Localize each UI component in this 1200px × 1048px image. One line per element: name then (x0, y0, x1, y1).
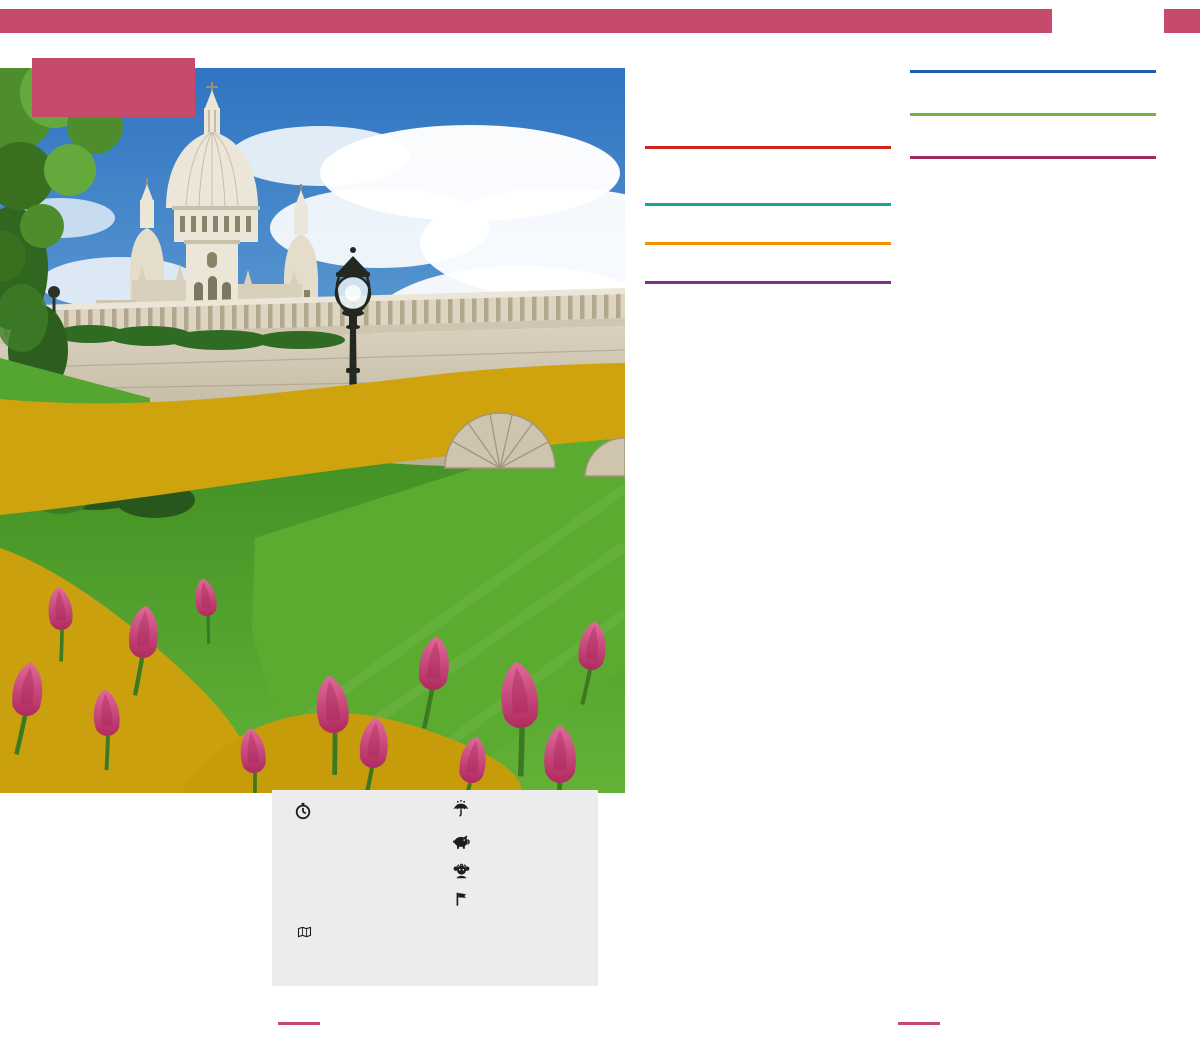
legend-row (292, 802, 341, 820)
promo-block (36, 798, 268, 916)
chapter-rule-sightseeing (645, 146, 891, 149)
photo-sacre-coeur (0, 68, 625, 793)
top-bar-right (1164, 9, 1200, 33)
symbol-legend (272, 790, 598, 986)
umbrella-icon (450, 800, 472, 818)
legend-row (450, 862, 480, 880)
section-rule-erlebnis (910, 113, 1156, 116)
legend-row (450, 800, 480, 818)
legend-row (450, 890, 480, 908)
section-rule-wissen (910, 156, 1156, 159)
qr-code (105, 807, 199, 901)
legend-note (294, 926, 318, 938)
toc-middle-column (645, 80, 910, 296)
photo-illustration (0, 68, 625, 793)
map-icon (297, 926, 312, 938)
top-bar-left (0, 9, 1052, 33)
chapter-rule-ausgehen (645, 281, 891, 284)
timer-icon (292, 802, 314, 820)
footer-rule-right (898, 1022, 940, 1025)
toc-right-column (910, 70, 1168, 173)
footer-rule-left (278, 1022, 320, 1025)
flag-icon (450, 890, 472, 908)
chapter-rule-shoppen (645, 242, 891, 245)
section-rule-aktiv (910, 70, 1156, 73)
chapter-rule-essen (645, 203, 891, 206)
piggy-bank-icon (450, 832, 472, 850)
photo-inhalt-label (32, 58, 195, 117)
legend-row (450, 832, 480, 850)
children-icon (450, 862, 472, 880)
